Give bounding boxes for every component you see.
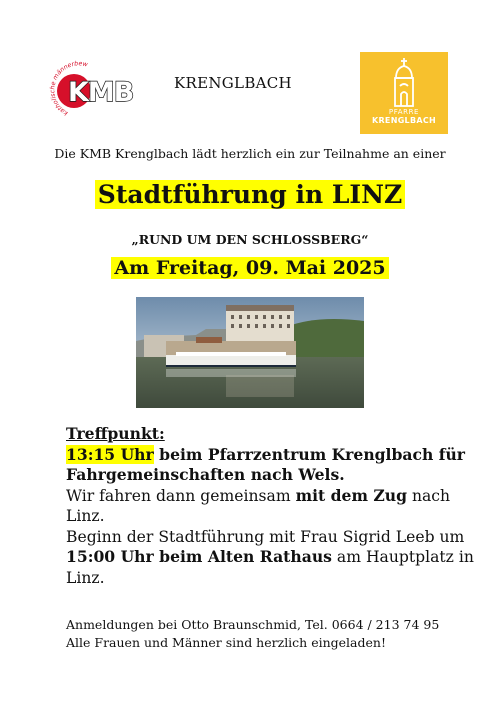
- linz-castle-photo: [136, 297, 364, 408]
- welcome-line: Alle Frauen und Männer sind herzlich eingeladen!: [66, 634, 386, 650]
- title-wrap: [0, 180, 500, 209]
- meeting-location: beim Pfarrzentrum Krenglbach für Fahrgemeinschaften nach Wels.: [66, 444, 466, 484]
- tour-text-c: am Hauptplatz in Linz.: [66, 548, 474, 587]
- train-text-a: Wir fahren dann gemeinsam: [66, 486, 296, 505]
- church-tower-icon: [360, 52, 448, 108]
- meeting-time: 13:15 Uhr: [66, 444, 154, 464]
- train-text-c: nach Linz.: [66, 486, 451, 525]
- tour-text-a: Beginn der Stadtführung mit Frau Sigrid Leeb um: [66, 527, 465, 546]
- kmb-arc-text: katholische männerbew: [49, 60, 89, 117]
- meeting-point-heading: Treffpunkt:: [66, 424, 165, 443]
- tour-start-line: [66, 527, 476, 589]
- kmb-logo: [44, 53, 162, 121]
- pfarre-label: PFARRE: [388, 108, 420, 116]
- kmb-letters: KMB: [68, 77, 134, 108]
- pfarre-place: KRENGLBACH: [371, 116, 437, 125]
- footer: [66, 616, 486, 651]
- registration-line: Anmeldungen bei Otto Braunschmid, Tel. 0664 / 213 74 95: [66, 617, 440, 632]
- train-line: [66, 486, 476, 527]
- date-wrap: [0, 257, 500, 279]
- invitation-text: Die KMB Krenglbach lädt herzlich ein zur Teilnahme an einer: [54, 146, 446, 161]
- pfarre-logo: [360, 52, 448, 134]
- body-text: [66, 424, 476, 588]
- org-name: KRENGLBACH: [174, 74, 292, 92]
- train-text-b: mit dem Zug: [295, 485, 408, 505]
- event-title: Stadtführung in LINZ: [95, 180, 405, 209]
- tour-text-b: 15:00 Uhr beim Alten Rathaus: [66, 547, 332, 566]
- event-date: Am Freitag, 09. Mai 2025: [111, 257, 388, 279]
- meeting-time-line: [66, 445, 476, 486]
- event-subtitle: „RUND UM DEN SCHLOSSBERG“: [131, 232, 369, 247]
